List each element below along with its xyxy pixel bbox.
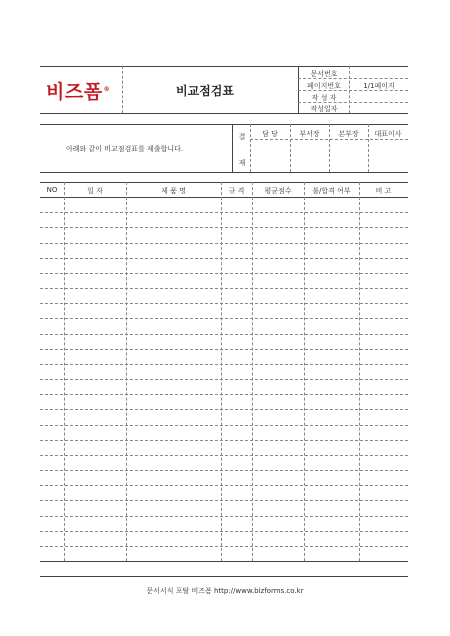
table-cell-product-name[interactable] (127, 213, 220, 226)
col-header-spec: 규 격 (228, 187, 245, 195)
table-cell-date[interactable] (65, 547, 125, 560)
table-cell-product-name[interactable] (127, 350, 220, 363)
table-cell-no[interactable] (41, 259, 63, 272)
table-row (40, 455, 408, 470)
table-row (40, 546, 408, 561)
table-cell-date[interactable] (65, 395, 125, 408)
table-cell-pass-fail[interactable] (305, 228, 358, 241)
table-cell-product-name[interactable] (127, 289, 220, 302)
table-cell-average-score[interactable] (253, 335, 303, 348)
table-cell-product-name[interactable] (127, 319, 220, 332)
table-cell-spec[interactable] (222, 395, 251, 408)
table-cell-average-score[interactable] (253, 198, 303, 211)
table-cell-product-name[interactable] (127, 304, 220, 317)
table-cell-average-score[interactable] (253, 350, 303, 363)
table-cell-date[interactable] (65, 274, 125, 287)
table-cell-product-name[interactable] (127, 456, 220, 469)
table-cell-remarks[interactable] (360, 365, 407, 378)
table-cell-date[interactable] (65, 456, 125, 469)
table-top-rule (40, 182, 408, 183)
meta-label-author: 작 성 자 (311, 94, 337, 102)
table-cell-pass-fail[interactable] (305, 501, 358, 514)
table-cell-pass-fail[interactable] (305, 441, 358, 454)
table-cell-date[interactable] (65, 441, 125, 454)
table-cell-average-score[interactable] (253, 304, 303, 317)
table-cell-no[interactable] (41, 319, 63, 332)
table-cell-spec[interactable] (222, 486, 251, 499)
table-cell-remarks[interactable] (360, 441, 407, 454)
table-row (40, 394, 408, 409)
approval-section-top (40, 124, 408, 125)
table-row-line (40, 561, 408, 562)
table-cell-remarks[interactable] (360, 426, 407, 439)
table-cell-spec[interactable] (222, 228, 251, 241)
table-row (40, 227, 408, 242)
table-row (40, 243, 408, 258)
table-cell-remarks[interactable] (360, 486, 407, 499)
table-cell-pass-fail[interactable] (305, 259, 358, 272)
table-cell-average-score[interactable] (253, 395, 303, 408)
table-cell-date[interactable] (65, 517, 125, 530)
table-cell-pass-fail[interactable] (305, 244, 358, 257)
table-cell-product-name[interactable] (127, 517, 220, 530)
table-cell-product-name[interactable] (127, 426, 220, 439)
table-cell-average-score[interactable] (253, 244, 303, 257)
table-cell-no[interactable] (41, 547, 63, 560)
approval-box-left (232, 124, 233, 172)
table-cell-spec[interactable] (222, 441, 251, 454)
table-row (40, 364, 408, 379)
approval-sign-cell-staff[interactable] (251, 140, 289, 171)
table-cell-remarks[interactable] (360, 410, 407, 423)
table-cell-spec[interactable] (222, 501, 251, 514)
table-cell-spec[interactable] (222, 517, 251, 530)
table-cell-no[interactable] (41, 213, 63, 226)
table-cell-no[interactable] (41, 274, 63, 287)
table-cell-remarks[interactable] (360, 198, 407, 211)
registered-mark: ® (103, 85, 111, 93)
table-cell-date[interactable] (65, 426, 125, 439)
table-cell-product-name[interactable] (127, 335, 220, 348)
table-cell-average-score[interactable] (253, 441, 303, 454)
table-cell-spec[interactable] (222, 198, 251, 211)
table-cell-spec[interactable] (222, 335, 251, 348)
table-cell-remarks[interactable] (360, 335, 407, 348)
table-cell-spec[interactable] (222, 410, 251, 423)
table-cell-spec[interactable] (222, 365, 251, 378)
table-cell-date[interactable] (65, 289, 125, 302)
meta-label-doc-number: 문서번호 (310, 70, 338, 78)
table-cell-spec[interactable] (222, 532, 251, 545)
table-cell-product-name[interactable] (127, 274, 220, 287)
table-cell-pass-fail[interactable] (305, 335, 358, 348)
table-cell-average-score[interactable] (253, 365, 303, 378)
table-cell-average-score[interactable] (253, 259, 303, 272)
col-header-average-score: 평균점수 (264, 187, 292, 195)
table-cell-pass-fail[interactable] (305, 517, 358, 530)
table-cell-pass-fail[interactable] (305, 471, 358, 484)
table-cell-date[interactable] (65, 532, 125, 545)
table-cell-no[interactable] (41, 501, 63, 514)
table-cell-remarks[interactable] (360, 213, 407, 226)
table-row (40, 531, 408, 546)
table-cell-date[interactable] (65, 244, 125, 257)
table-cell-product-name[interactable] (127, 441, 220, 454)
header-bottom-rule (40, 113, 408, 114)
table-cell-date[interactable] (65, 365, 125, 378)
table-cell-remarks[interactable] (360, 319, 407, 332)
col-header-product-name: 제 품 명 (161, 187, 186, 195)
table-cell-no[interactable] (41, 456, 63, 469)
table-cell-pass-fail[interactable] (305, 350, 358, 363)
col-header-no: NO (46, 186, 58, 194)
table-cell-no[interactable] (41, 380, 63, 393)
table-cell-average-score[interactable] (253, 426, 303, 439)
approval-section-bottom (40, 172, 408, 173)
table-row (40, 425, 408, 440)
table-cell-pass-fail[interactable] (305, 486, 358, 499)
table-cell-pass-fail[interactable] (305, 213, 358, 226)
table-row (40, 470, 408, 485)
table-row (40, 379, 408, 394)
table-cell-date[interactable] (65, 335, 125, 348)
table-cell-average-score[interactable] (253, 213, 303, 226)
table-cell-pass-fail[interactable] (305, 274, 358, 287)
table-cell-no[interactable] (41, 304, 63, 317)
table-cell-pass-fail[interactable] (305, 365, 358, 378)
table-cell-pass-fail[interactable] (305, 289, 358, 302)
table-cell-average-score[interactable] (253, 517, 303, 530)
table-cell-spec[interactable] (222, 350, 251, 363)
table-cell-no[interactable] (41, 228, 63, 241)
table-cell-date[interactable] (65, 259, 125, 272)
table-cell-spec[interactable] (222, 426, 251, 439)
table-cell-no[interactable] (41, 532, 63, 545)
table-cell-date[interactable] (65, 304, 125, 317)
brand-logo (46, 77, 110, 104)
table-cell-remarks[interactable] (360, 501, 407, 514)
table-cell-remarks[interactable] (360, 517, 407, 530)
table-cell-no[interactable] (41, 395, 63, 408)
table-cell-average-score[interactable] (253, 501, 303, 514)
meta-label-page-number: 페이지번호 (307, 82, 341, 90)
table-cell-average-score[interactable] (253, 532, 303, 545)
table-row (40, 349, 408, 364)
table-cell-spec[interactable] (222, 304, 251, 317)
table-cell-average-score[interactable] (253, 380, 303, 393)
table-cell-date[interactable] (65, 471, 125, 484)
table-cell-product-name[interactable] (127, 532, 220, 545)
table-cell-product-name[interactable] (127, 365, 220, 378)
table-row (40, 318, 408, 333)
table-cell-date[interactable] (65, 319, 125, 332)
table-cell-spec[interactable] (222, 274, 251, 287)
table-cell-average-score[interactable] (253, 547, 303, 560)
table-cell-remarks[interactable] (360, 274, 407, 287)
col-header-date: 일 자 (87, 187, 103, 195)
table-cell-date[interactable] (65, 228, 125, 241)
table-cell-remarks[interactable] (360, 228, 407, 241)
approval-side-label-bottom: 재 (238, 159, 246, 167)
table-cell-no[interactable] (41, 198, 63, 211)
table-cell-remarks[interactable] (360, 304, 407, 317)
table-row (40, 500, 408, 515)
footer-rule (40, 576, 408, 577)
table-row (40, 485, 408, 500)
table-cell-pass-fail[interactable] (305, 380, 358, 393)
table-cell-remarks[interactable] (360, 289, 407, 302)
table-cell-date[interactable] (65, 410, 125, 423)
table-cell-no[interactable] (41, 289, 63, 302)
table-cell-product-name[interactable] (127, 244, 220, 257)
table-cell-pass-fail[interactable] (305, 319, 358, 332)
table-row (40, 273, 408, 288)
table-cell-no[interactable] (41, 335, 63, 348)
table-cell-spec[interactable] (222, 289, 251, 302)
table-cell-date[interactable] (65, 198, 125, 211)
table-cell-product-name[interactable] (127, 486, 220, 499)
approval-role-ceo: 대표이사 (374, 130, 402, 138)
logo-divider (122, 66, 123, 113)
table-row (40, 334, 408, 349)
table-cell-date[interactable] (65, 486, 125, 499)
table-row (40, 440, 408, 455)
table-cell-no[interactable] (41, 441, 63, 454)
approval-sign-cell-ceo[interactable] (369, 140, 407, 171)
table-cell-product-name[interactable] (127, 198, 220, 211)
table-cell-average-score[interactable] (253, 456, 303, 469)
table-cell-average-score[interactable] (253, 486, 303, 499)
table-cell-average-score[interactable] (253, 410, 303, 423)
table-cell-no[interactable] (41, 410, 63, 423)
table-cell-no[interactable] (41, 471, 63, 484)
header-top-rule (40, 66, 408, 67)
col-header-pass-fail: 불/합격 여부 (312, 187, 351, 195)
table-cell-remarks[interactable] (360, 471, 407, 484)
table-cell-pass-fail[interactable] (305, 395, 358, 408)
table-cell-date[interactable] (65, 350, 125, 363)
table-row (40, 212, 408, 227)
table-cell-remarks[interactable] (360, 456, 407, 469)
meta-label-date: 작성일자 (310, 105, 338, 113)
table-cell-product-name[interactable] (127, 380, 220, 393)
table-cell-product-name[interactable] (127, 410, 220, 423)
table-cell-remarks[interactable] (360, 395, 407, 408)
table-cell-spec[interactable] (222, 547, 251, 560)
table-cell-pass-fail[interactable] (305, 426, 358, 439)
table-cell-pass-fail[interactable] (305, 198, 358, 211)
document-title: 비교점검표 (176, 84, 234, 98)
table-cell-spec[interactable] (222, 319, 251, 332)
meta-value-page-number[interactable]: 1/1페이지 (363, 82, 395, 90)
table-cell-product-name[interactable] (127, 259, 220, 272)
table-cell-pass-fail[interactable] (305, 410, 358, 423)
table-cell-no[interactable] (41, 350, 63, 363)
brand-logo-text: 비즈폼 (46, 81, 103, 103)
approval-side-label-top: 결 (238, 133, 246, 141)
approval-role-staff: 담 당 (262, 130, 278, 138)
table-row (40, 197, 408, 212)
table-cell-remarks[interactable] (360, 532, 407, 545)
footer-text: 문서서식 포탈 비즈폼 http://www.bizforms.co.kr (146, 587, 304, 595)
approval-role-dept-head: 부서장 (299, 130, 320, 138)
table-cell-spec[interactable] (222, 213, 251, 226)
table-cell-average-score[interactable] (253, 228, 303, 241)
table-cell-spec[interactable] (222, 456, 251, 469)
table-row (40, 258, 408, 273)
table-cell-average-score[interactable] (253, 471, 303, 484)
table-cell-average-score[interactable] (253, 274, 303, 287)
table-cell-spec[interactable] (222, 380, 251, 393)
table-cell-no[interactable] (41, 426, 63, 439)
table-cell-average-score[interactable] (253, 289, 303, 302)
table-cell-remarks[interactable] (360, 259, 407, 272)
table-cell-date[interactable] (65, 380, 125, 393)
approval-sign-cell-division-head[interactable] (330, 140, 367, 171)
table-cell-product-name[interactable] (127, 471, 220, 484)
table-cell-no[interactable] (41, 486, 63, 499)
table-cell-pass-fail[interactable] (305, 532, 358, 545)
table-cell-product-name[interactable] (127, 547, 220, 560)
table-cell-pass-fail[interactable] (305, 304, 358, 317)
table-row (40, 303, 408, 318)
table-cell-no[interactable] (41, 517, 63, 530)
table-row (40, 409, 408, 424)
table-cell-product-name[interactable] (127, 501, 220, 514)
table-cell-product-name[interactable] (127, 395, 220, 408)
table-cell-pass-fail[interactable] (305, 456, 358, 469)
table-cell-spec[interactable] (222, 244, 251, 257)
table-cell-remarks[interactable] (360, 350, 407, 363)
table-row (40, 288, 408, 303)
table-cell-average-score[interactable] (253, 319, 303, 332)
approval-sign-cell-dept-head[interactable] (291, 140, 328, 171)
approval-role-division-head: 본부장 (338, 130, 359, 138)
table-cell-no[interactable] (41, 365, 63, 378)
table-cell-remarks[interactable] (360, 380, 407, 393)
table-cell-spec[interactable] (222, 471, 251, 484)
table-cell-no[interactable] (41, 244, 63, 257)
table-cell-remarks[interactable] (360, 547, 407, 560)
intro-text: 아래와 같이 비교점검표를 제출합니다. (66, 145, 184, 153)
table-cell-spec[interactable] (222, 259, 251, 272)
table-row (40, 516, 408, 531)
table-cell-date[interactable] (65, 501, 125, 514)
table-cell-date[interactable] (65, 213, 125, 226)
table-cell-remarks[interactable] (360, 244, 407, 257)
col-header-remarks: 비 고 (375, 187, 392, 195)
table-cell-pass-fail[interactable] (305, 547, 358, 560)
table-cell-product-name[interactable] (127, 228, 220, 241)
